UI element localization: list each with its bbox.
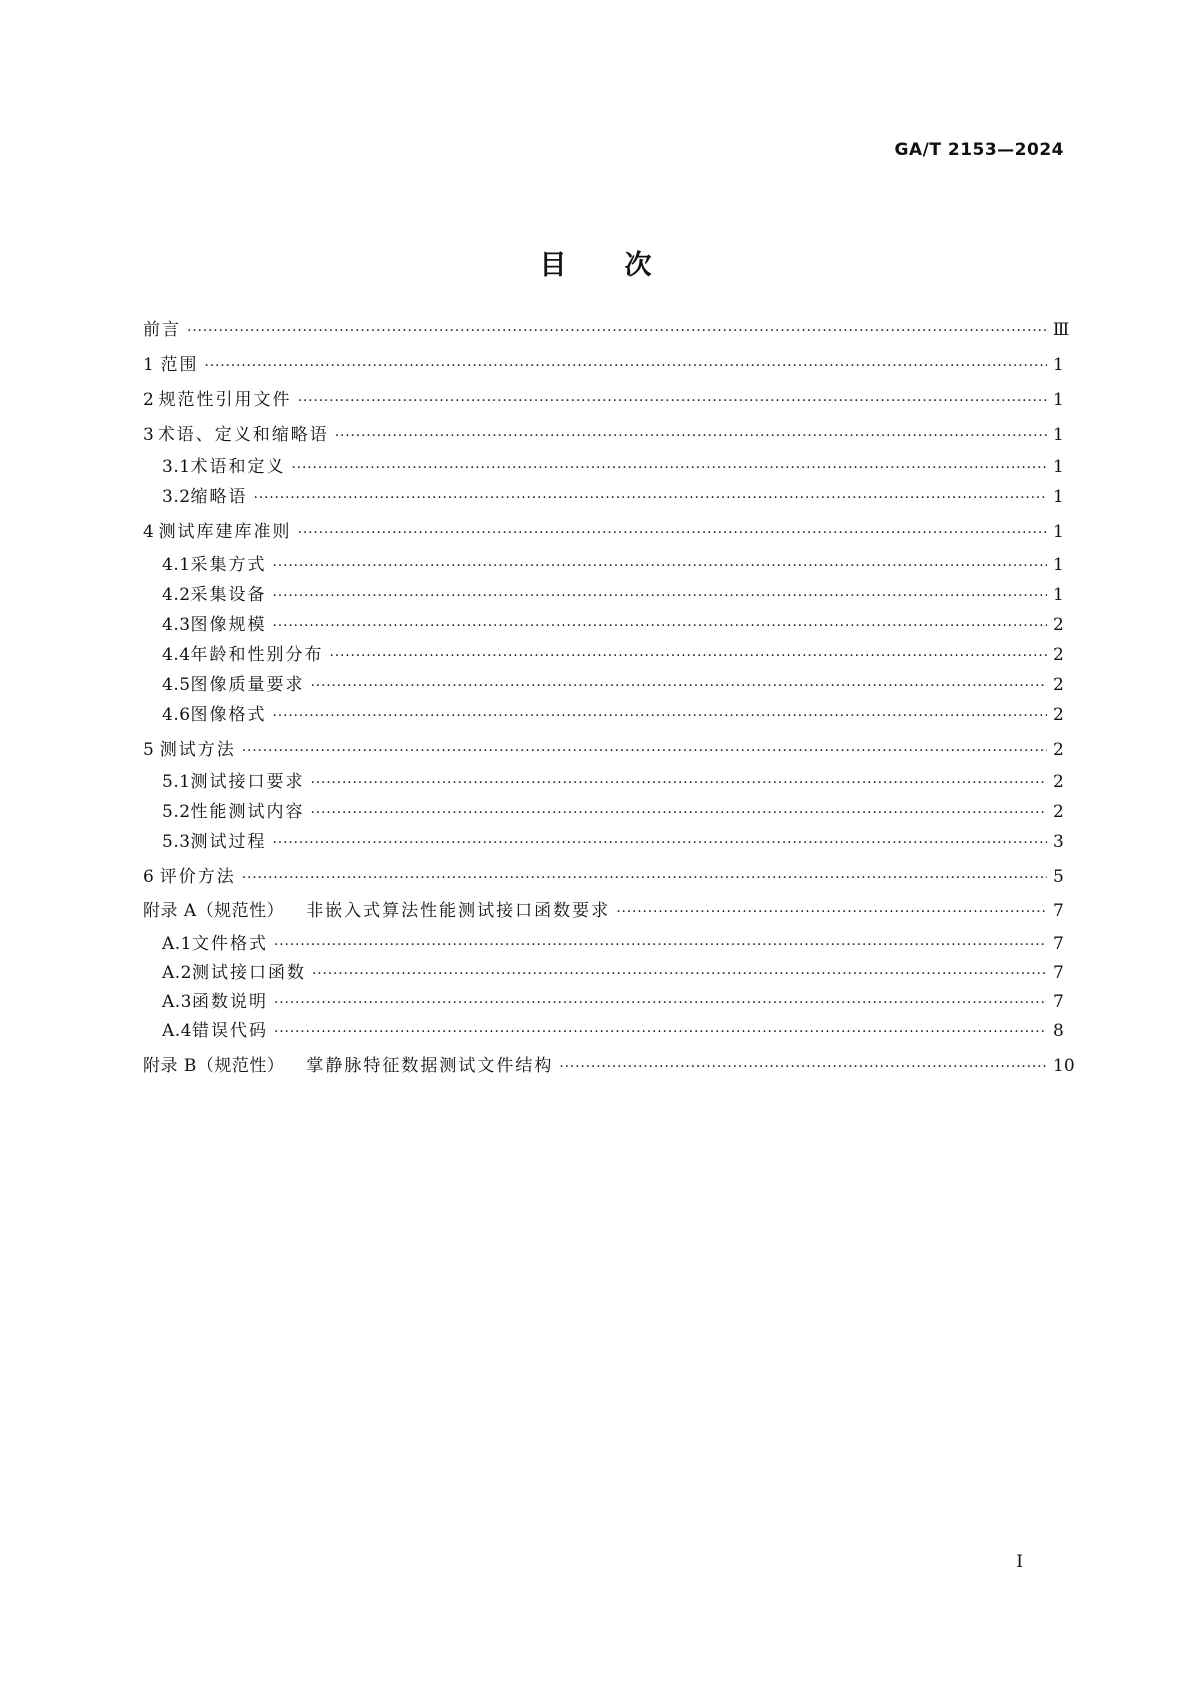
toc-leader (254, 486, 1047, 510)
toc-entry-4[interactable] (143, 520, 1063, 544)
toc-leader (298, 389, 1047, 413)
toc-entry-page: 1 (1053, 555, 1064, 575)
toc-entry-number: 5.1 (162, 772, 191, 792)
toc-entry-page: 10 (1053, 1056, 1075, 1076)
toc-leader (273, 554, 1047, 578)
toc-entry-title: 文件格式 (192, 934, 268, 954)
toc-entry-title: 测试接口要求 (190, 772, 305, 792)
toc-entry-title: 缩略语 (190, 487, 248, 507)
toc-entry-3[interactable] (143, 423, 1063, 447)
toc-leader (335, 424, 1047, 448)
toc-entry-1[interactable] (143, 353, 1063, 377)
toc-leader (187, 319, 1047, 343)
toc-entry-title: 年龄和性别分布 (190, 645, 324, 665)
toc-entry-page: 1 (1053, 457, 1064, 477)
toc-entry-title: 规范性引用文件 (158, 390, 292, 410)
toc-entry-5-3[interactable] (162, 830, 1063, 854)
toc-entry-a-1[interactable] (162, 932, 1063, 956)
toc-entry-number: 3 (143, 425, 155, 445)
toc-leader (292, 456, 1047, 480)
toc-leader (273, 614, 1047, 638)
toc-entry-page: 2 (1053, 705, 1064, 725)
toc-entry-3-2[interactable] (162, 485, 1063, 509)
toc-entry-page: 2 (1053, 675, 1064, 695)
toc-entry-number: 6 (143, 867, 155, 887)
toc-entry-number: A.3 (162, 992, 192, 1012)
toc-entry-annex-b[interactable] (143, 1054, 1075, 1078)
toc-entry-number: 4.2 (162, 585, 191, 605)
toc-entry-number: 附录 A（规范性） (143, 901, 285, 921)
toc-leader (330, 644, 1047, 668)
toc-entry-number: 3.1 (162, 457, 191, 477)
toc-leader (311, 801, 1047, 825)
toc-entry-2[interactable] (143, 388, 1063, 412)
toc-entry-title: 测试方法 (159, 740, 236, 760)
toc-leader (311, 771, 1047, 795)
toc-entry-page: 3 (1053, 832, 1064, 852)
toc-entry-title: 术语、定义和缩略语 (157, 425, 329, 445)
toc-leader (273, 831, 1047, 855)
toc-entry-page: Ⅲ (1052, 320, 1070, 340)
toc-entry-number: 4.4 (162, 645, 191, 665)
page-number: I (1016, 1552, 1023, 1572)
toc-leader (242, 866, 1047, 890)
toc-entry-number: 4.6 (162, 705, 191, 725)
toc-entry-number: 附录 B（规范性） (143, 1056, 285, 1076)
toc-entry-page: 1 (1053, 425, 1064, 445)
toc-leader (273, 704, 1047, 728)
toc-leader (274, 991, 1047, 1015)
toc-entry-title: 图像格式 (190, 705, 267, 725)
toc-entry-number: 2 (143, 390, 155, 410)
toc-entry-a-3[interactable] (162, 990, 1063, 1014)
toc-entry-number: 5.3 (162, 832, 191, 852)
toc-entry-4-2[interactable] (162, 583, 1063, 607)
toc-entry-6[interactable] (143, 865, 1063, 889)
toc-entry-page: 2 (1053, 802, 1064, 822)
toc-entry-title: 采集设备 (190, 585, 267, 605)
toc-entry-number: A.1 (162, 934, 192, 954)
toc-entry-page: 1 (1053, 522, 1064, 542)
toc-entry-page: 5 (1053, 867, 1064, 887)
toc-entry-title: 术语和定义 (190, 457, 286, 477)
toc-entry-number: 4.1 (162, 555, 191, 575)
toc-entry-number: 4 (143, 522, 155, 542)
toc-entry-page: 7 (1053, 901, 1064, 921)
toc-entry-title: 测试过程 (190, 832, 267, 852)
toc-entry-page: 1 (1053, 390, 1064, 410)
toc-entry-title: 范围 (160, 355, 199, 375)
toc-entry-number: 5.2 (162, 802, 191, 822)
toc-leader (559, 1055, 1047, 1079)
toc-entry-title: 错误代码 (192, 1021, 268, 1041)
toc-leader (242, 739, 1047, 763)
toc-entry-4-6[interactable] (162, 703, 1063, 727)
toc-entry-page: 2 (1053, 772, 1064, 792)
toc-entry-number: A.4 (162, 1021, 192, 1041)
toc-entry-title: 图像规模 (190, 615, 267, 635)
toc-entry-annex-a[interactable] (143, 899, 1063, 923)
toc-entry-title: 性能测试内容 (190, 802, 305, 822)
toc-entry-5[interactable] (143, 738, 1063, 762)
toc-entry-number: 3.2 (162, 487, 191, 507)
toc-leader (298, 521, 1047, 545)
toc-entry-page: 2 (1053, 645, 1064, 665)
toc-entry-page: 7 (1053, 992, 1064, 1012)
toc-entry-5-1[interactable] (162, 770, 1063, 794)
toc-entry-page: 1 (1053, 585, 1064, 605)
toc-leader (616, 900, 1047, 924)
toc-entry-number: 4.3 (162, 615, 191, 635)
toc-entry-page: 2 (1053, 740, 1064, 760)
toc-entry-page: 7 (1053, 963, 1064, 983)
toc-entry-number: 4.5 (162, 675, 191, 695)
toc-entry-title: 掌静脉特征数据测试文件结构 (306, 1056, 554, 1076)
toc-entry-title: 前言 (143, 320, 181, 340)
toc-leader (312, 962, 1047, 986)
toc-entry-title: 采集方式 (190, 555, 267, 575)
toc-entry-number: 1 (143, 355, 155, 375)
page-title: 目次 (539, 250, 710, 281)
toc-entry-title: 测试库建库准则 (158, 522, 292, 542)
toc-entry-title: 评价方法 (159, 867, 236, 887)
toc-entry-4-1[interactable] (162, 553, 1063, 577)
toc-leader (273, 584, 1047, 608)
toc-entry-4-5[interactable] (162, 673, 1063, 697)
toc-entry-page: 8 (1053, 1021, 1064, 1041)
toc-entry-title: 测试接口函数 (192, 963, 306, 983)
toc-leader (311, 674, 1047, 698)
toc-entry-page: 1 (1053, 355, 1064, 375)
toc-entry-title: 函数说明 (192, 992, 268, 1012)
toc-entry-a-2[interactable] (162, 961, 1063, 985)
toc-entry-a-4[interactable] (162, 1019, 1063, 1043)
toc-entry-title: 图像质量要求 (190, 675, 305, 695)
toc-entry-number: 5 (143, 740, 155, 760)
toc-entry-4-4[interactable] (162, 643, 1063, 667)
toc-entry-5-2[interactable] (162, 800, 1063, 824)
toc-entry-4-3[interactable] (162, 613, 1063, 637)
standard-code: GA/T 2153—2024 (894, 140, 1064, 160)
toc-entry-title: 非嵌入式算法性能测试接口函数要求 (306, 901, 611, 921)
toc-entry-page: 2 (1053, 615, 1064, 635)
toc-entry-page: 7 (1053, 934, 1064, 954)
toc-leader (274, 1020, 1047, 1044)
toc-leader (205, 354, 1048, 378)
toc-entry-3-1[interactable] (162, 455, 1063, 479)
toc-entry-foreword[interactable] (143, 318, 1070, 342)
toc-entry-page: 1 (1053, 487, 1064, 507)
toc-entry-number: A.2 (162, 963, 192, 983)
toc-leader (274, 933, 1047, 957)
